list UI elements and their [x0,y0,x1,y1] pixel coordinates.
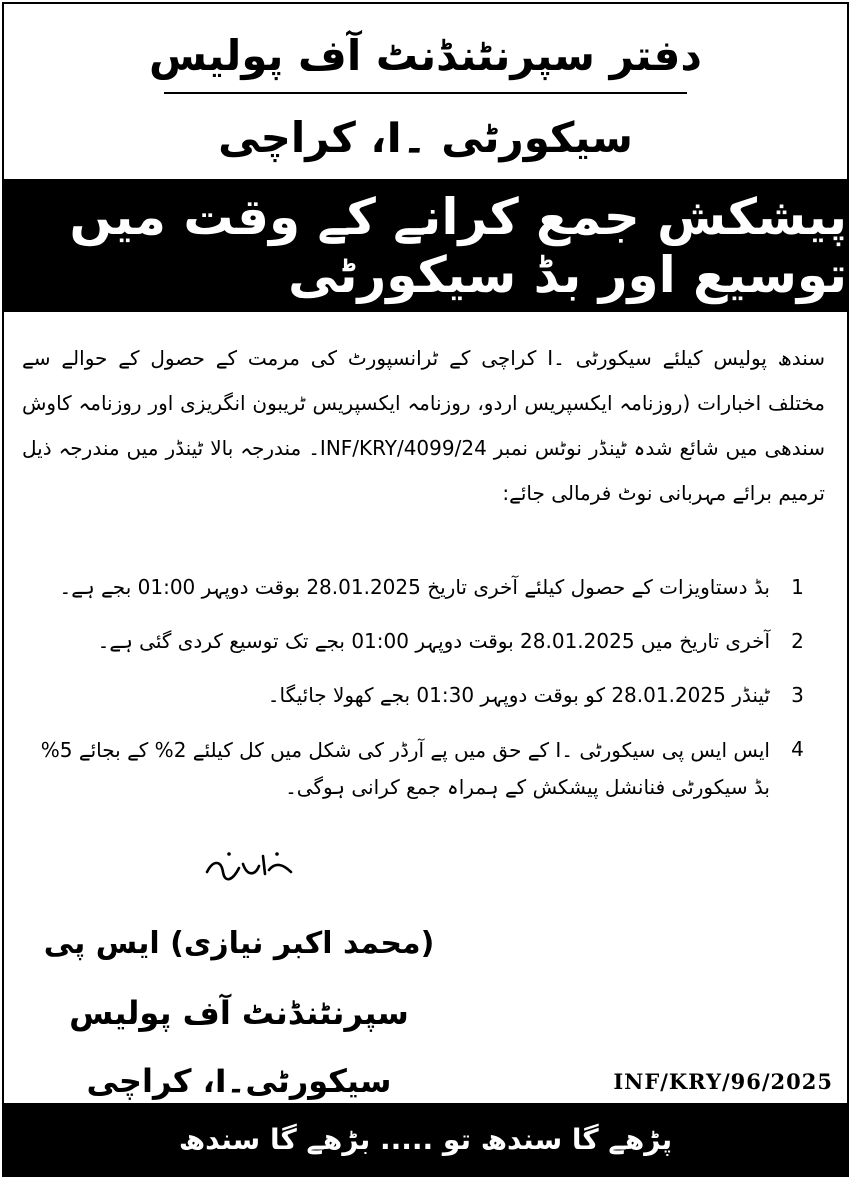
heading-underline [164,92,687,94]
signatory-name: (محمد اکبر نیازی) ایس پی [43,926,435,961]
item-text: ٹینڈر 28.01.2025 کو بوقت دوپہر 01:30 بجے کھولا جائیگا۔ [267,683,770,707]
list-item [22,570,825,604]
unit-heading: سیکورٹی ۔I، کراچی [218,113,633,162]
office-heading: دفتر سپرنٹنڈنٹ آف پولیس [149,31,702,80]
item-number: 3 [791,683,804,707]
footer-slogan: پڑھے گا سندھ تو ..... بڑھے گا سندھ [178,1122,673,1156]
footer-banner [4,1103,847,1175]
signature-mark [199,842,299,887]
banner-title: پیشکش جمع کرانے کے وقت میں توسیع اور بڈ سیکورٹی [69,187,847,304]
list-item [22,624,825,658]
item-text: آخری تاریخ میں 28.01.2025 بوقت دوپہر 01:00 بجے تک توسیع کردی گئی ہے۔ [97,629,770,653]
item-number: 2 [791,629,804,653]
amendment-list [22,570,825,826]
advertisement-page [2,2,849,1177]
signatory-title: سپرنٹنڈنٹ آف پولیس [69,994,409,1032]
notice-paragraph: سندھ پولیس کیلئے سیکورٹی ۔I کراچی کے ٹرانسپورٹ کی مرمت کے حصول کے حوالے سے مختلف اخبارات (روزنامہ ایکسپریس اردو، روزنامہ ایکسپریس ٹریبون انگریزی اور روزنامہ کاوش سندھی میں شائع شدہ ٹینڈر نوٹس نمبر INF/KRY/4099/24۔ مندرجہ بالا ٹینڈر میں مندرجہ ذیل ترمیم برائے مہربانی نوٹ فرمالی جائے: [22,346,825,505]
item-text: ایس ایس پی سیکورٹی ۔I کے حق میں پے آرڈر کی شکل میں کل کیلئے 2% کے بجائے 5% بڈ سیکورٹی فنانشل پیشکش کے ہمراہ جمع کرانی ہوگی۔ [40,738,770,799]
item-text: بڈ دستاویزات کے حصول کیلئے آخری تاریخ 28.01.2025 بوقت دوپہر 01:00 بجے ہے۔ [59,575,770,599]
handwritten-signature [199,842,299,887]
reference-number: INF/KRY/96/2025 [613,1069,833,1094]
signatory-unit: سیکورٹی۔I، کراچی [86,1062,392,1100]
item-number: 1 [791,575,804,599]
list-item [22,732,825,806]
list-item [22,678,825,712]
title-banner [4,179,847,312]
item-number: 4 [791,737,804,761]
